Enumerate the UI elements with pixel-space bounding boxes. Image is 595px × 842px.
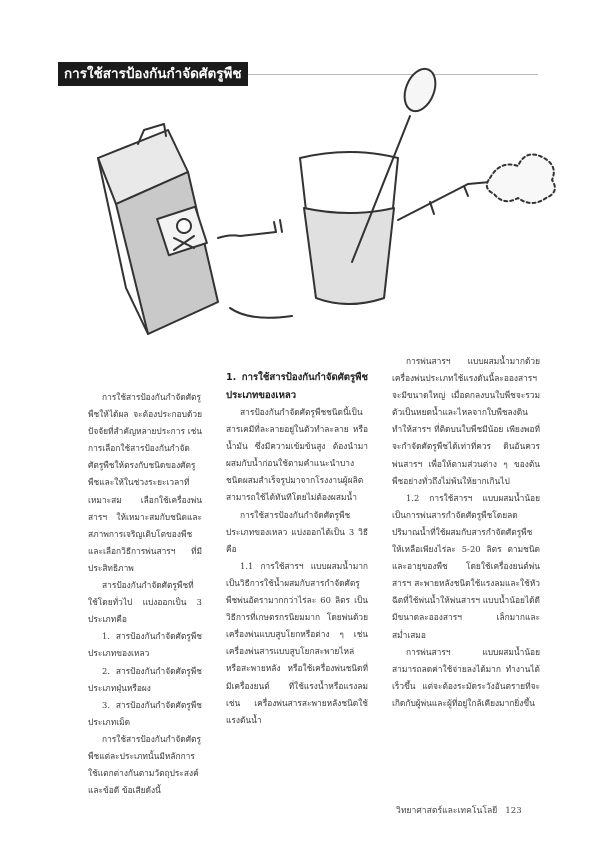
- list-item: 1. สารป้องกันกำจัดศัตรูพืชประเภทของเหลว: [88, 631, 202, 659]
- column-middle: [226, 369, 368, 729]
- footer-text: วิทยาศาสตร์และเทคโนโลยี: [396, 806, 498, 816]
- paragraph: สารป้องกันกำจัดศัตรูพืชที่ใช้โดยทั่วไป แบ่งออกเป็น 3 ประเภทคือ: [88, 580, 202, 625]
- pipe: [218, 232, 276, 238]
- page-footer: [396, 803, 546, 817]
- section-heading: 1. การใช้สารป้องกันกำจัดศัตรูพืชประเภทของเหลว: [226, 372, 368, 401]
- paragraph: การพ่นสารฯ แบบผสมน้ำมากด้วยเครื่องพ่นประเภทใช้แรงดันนี้ละอองสารฯ จะมีขนาดใหญ่ เมื่อตกลงบนใบพืชจะรวมตัวเป็นหยดน้ำและไหลจากใบพืชลงดิน ทำให้สารฯ ที่ติดบนใบพืชมีน้อย เพียงพอที่จะกำจัดศัตรูพืชได้เท่าที่ควร ดินอันควรพ่นสารฯ เพื่อให้ตามส่วนต่าง ๆ ของต้นพืชอย่างทั่วถึงไม่พ้นให้ยากเกินไป: [392, 356, 540, 486]
- page-title: การใช้สารป้องกันกำจัดศัตรูพืช: [58, 62, 248, 86]
- sprayer-nozzle: [398, 182, 490, 220]
- paragraph: การใช้สารป้องกันกำจัดศัตรูพืชแต่ละประเภทนั้นมีหลักการใช้แตกต่างกันตามวัตถุประสงค์ และข้อดี ข้อเสียดังนี้: [88, 733, 201, 796]
- page-number: 123: [505, 806, 522, 816]
- paragraph: สารป้องกันกำจัดศัตรูพืชชนิดนี้เป็นสารเคมีที่ละลายอยู่ในตัวทำละลาย หรือน้ำมัน ซึ่งมีความเข้มข้นสูง ต้องนำมาผสมกับน้ำก่อนใช้ตามคำแนะนำบางชนิดผสมสำเร็จรูปมาจากโรงงานผู้ผลิต สามารถใช้ได้ทันทีโดยไม่ต้องผสมน้ำ: [226, 407, 368, 503]
- paragraph: การพ่นสารฯ แบบผสมน้ำน้อยสามารถลดค่าใช้จ่ายลงได้มาก ทำงานได้เร็วขึ้น แต่จะต้องระมัดระวังอันตรายที่จะเกิดกับผู้พ่นและผู้ที่อยู่ใกล้เคียงมากยิ่งขึ้น: [392, 646, 540, 708]
- spray-cloud: [487, 154, 555, 203]
- column-left: [88, 389, 202, 799]
- pesticide-illustration: [80, 62, 560, 362]
- paragraph: 1.2 การใช้สารฯ แบบผสมน้ำน้อย เป็นการพ่นสารกำจัดศัตรูพืชโดยลดปริมาณน้ำที่ใช้ผสมกับสารกำจัดศัตรูพืชให้เหลือเพียงไร่ละ 5-20 ลิตร ตามชนิดและอายุของพืช โดยใช้เครื่องยนต์พ่นสารฯ สะพายหลังชนิดใช้แรงลมและใช้หัวฉีดที่ใช้พ่นน้ำให้พ่นสารฯ แบบน้ำน้อยได้ดีมีขนาดละอองสารฯ เล็กมากและสม่ำเสมอ: [392, 492, 540, 640]
- list-item: 3. สารป้องกันกำจัดศัตรูพืชประเภทเม็ด: [88, 699, 202, 727]
- paragraph: การใช้สารป้องกันกำจัดศัตรูพืชประเภทของเหลว แบ่งออกได้เป็น 3 วิธีคือ: [226, 509, 368, 554]
- list-item: 2. สารป้องกันกำจัดศัตรูพืชประเภทฝุ่นหรือผง: [88, 665, 202, 693]
- paragraph: 1.1 การใช้สารฯ แบบผสมน้ำมาก เป็นวิธีการใช้น้ำผสมกับสารกำจัดศัตรูพืชพ่นอัตรามากกว่าไร่ละ 60 ลิตร เป็นวิธีการที่เกษตรกรนิยมมาก โดยพ่นด้วยเครื่องพ่นแบบสูบโยกหรือต่าง ๆ เช่น เครื่องพ่นสารแบบสูบโยกสะพายไหล่ หรือสะพายหลัง หรือใช้เครื่องพ่นชนิดที่มีเครื่องยนต์ ที่ใช้แรงน้ำหรือแรงลม เช่น เครื่องพ่นสารสะพายหลังชนิดใช้แรงดันน้ำ: [226, 560, 368, 725]
- column-right: [392, 353, 540, 712]
- paragraph: การใช้สารป้องกันกำจัดศัตรูพืชให้ได้ผล จะต้องประกอบด้วยปัจจัยที่สำคัญหลายประการ เช่น การเลือกใช้สารป้องกันกำจัดศัตรูพืชให้ตรงกับชนิดของศัตรูพืชและให้ในช่วงระยะเวลาที่เหมาะสม เลือกใช้เครื่องพ่นสารฯ ให้เหมาะสมกับชนิดและสภาพการเจริญเติบโตของพืช และเลือกวิธีการพ่นสารฯ ที่มีประสิทธิภาพ: [88, 392, 202, 573]
